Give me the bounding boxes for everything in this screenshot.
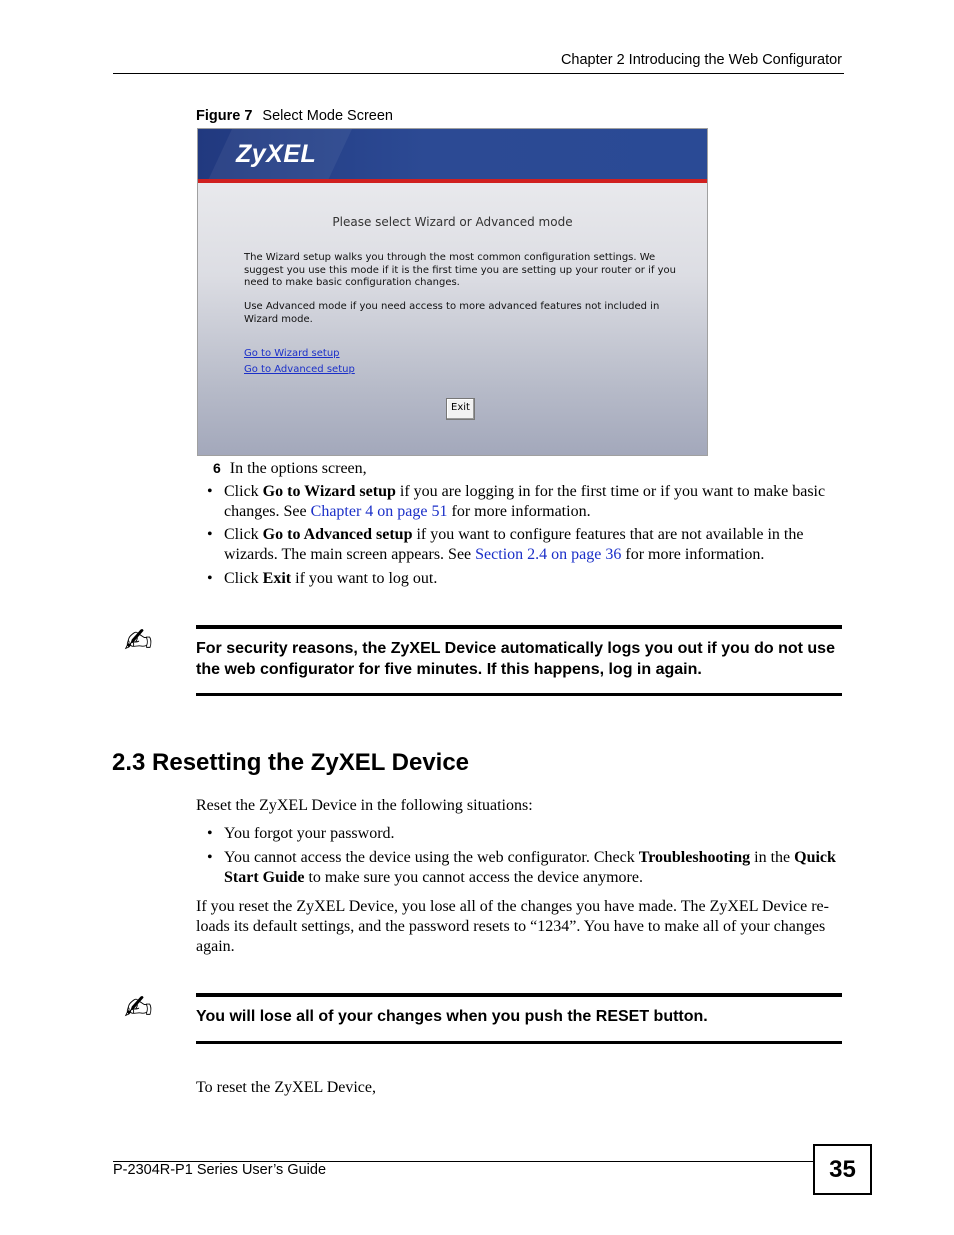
section-intro: Reset the ZyXEL Device in the following situations: bbox=[196, 797, 533, 814]
bullet-bold: Exit bbox=[262, 570, 292, 587]
go-to-advanced-setup-link[interactable]: Go to Advanced setup bbox=[244, 364, 355, 375]
note-pen-icon: ✍ bbox=[124, 988, 153, 1028]
bullet-text: to make sure you cannot access the device anymore. bbox=[304, 869, 643, 886]
note-bottom-rule bbox=[196, 1041, 842, 1044]
step-text: In the options screen, bbox=[229, 460, 367, 477]
reset-paragraph: If you reset the ZyXEL Device, you lose all of the changes you have made. The ZyXEL Device re-loads its default settings, and the password resets to “1234”. You have to make all of your changes again. bbox=[196, 898, 829, 955]
bullet-text: for more information. bbox=[621, 546, 765, 563]
bullet-marker: • bbox=[207, 526, 213, 543]
banner-red-line bbox=[198, 179, 707, 183]
security-note: For security reasons, the ZyXEL Device automatically logs you out if you do not use the web configurator for five minutes. If this happens, log in again. bbox=[196, 640, 835, 678]
go-to-wizard-setup-link[interactable]: Go to Wizard setup bbox=[244, 348, 340, 359]
bullet-text: Click bbox=[224, 570, 263, 587]
reset-instruction: To reset the ZyXEL Device, bbox=[196, 1079, 376, 1096]
figure-caption bbox=[196, 108, 393, 124]
bullet-text: if you are logging in for the first time or if you want to make basic changes. See bbox=[224, 483, 826, 520]
bullet-marker: • bbox=[207, 570, 213, 587]
bullet-marker: • bbox=[207, 849, 213, 866]
bullet-bold: Go to Wizard setup bbox=[262, 483, 396, 500]
bullet-advanced bbox=[224, 525, 844, 565]
note-top-rule bbox=[196, 993, 842, 997]
note-pen-icon: ✍ bbox=[124, 621, 153, 661]
footer-guide-title: P-2304R-P1 Series User’s Guide bbox=[113, 1162, 327, 1178]
figure-caption-text: Select Mode Screen bbox=[262, 108, 393, 124]
bullet-text: for more information. bbox=[447, 503, 591, 520]
bullet-text: if you want to log out. bbox=[291, 570, 438, 587]
note-bottom-rule bbox=[196, 693, 842, 696]
step-number: 6 bbox=[213, 460, 221, 476]
page-number: 35 bbox=[813, 1144, 872, 1195]
bullet-marker: • bbox=[207, 483, 213, 500]
wizard-description: The Wizard setup walks you through the most common configuration settings. We suggest you use this mode if it is the first time you are setting up your router or if you need to make basic configuration changes. bbox=[244, 252, 676, 288]
advanced-description: Use Advanced mode if you need access to more advanced features not included in Wizard mode. bbox=[244, 301, 660, 325]
bullet-bold: Go to Advanced setup bbox=[262, 526, 413, 543]
zyxel-banner bbox=[198, 129, 707, 179]
step-6 bbox=[213, 458, 367, 479]
bullet-bold: Quick Start Guide bbox=[224, 849, 836, 886]
note-top-rule bbox=[196, 625, 842, 629]
header-rule bbox=[113, 73, 844, 74]
bullet-text: in the bbox=[750, 849, 795, 866]
select-mode-screenshot bbox=[197, 128, 708, 456]
reset-note: You will lose all of your changes when you push the RESET button. bbox=[196, 1008, 708, 1025]
bullet-exit bbox=[224, 569, 844, 589]
bullet-bold: Troubleshooting bbox=[638, 849, 751, 866]
section-2-4-link[interactable]: Section 2.4 on page 36 bbox=[475, 546, 622, 563]
section-heading: 2.3 Resetting the ZyXEL Device bbox=[112, 749, 470, 776]
figure-label: Figure 7 bbox=[196, 108, 253, 124]
exit-button[interactable]: Exit bbox=[446, 398, 475, 420]
bullet-text: Click bbox=[224, 526, 263, 543]
bullet-text: if you want to configure features that are not available in the wizards. The main screen appears. See bbox=[224, 526, 804, 563]
bullet-cannot-access bbox=[224, 848, 836, 888]
bullet-forgot-password: You forgot your password. bbox=[224, 825, 395, 842]
bullet-marker: • bbox=[207, 825, 213, 842]
zyxel-logo: ZyXEL bbox=[236, 140, 317, 168]
bullet-text: You cannot access the device using the web configurator. Check bbox=[224, 849, 639, 866]
select-mode-title: Please select Wizard or Advanced mode bbox=[332, 215, 573, 229]
running-header: Chapter 2 Introducing the Web Configurator bbox=[560, 52, 842, 68]
bullet-text: Click bbox=[224, 483, 263, 500]
bullet-wizard bbox=[224, 482, 844, 522]
chapter-4-link[interactable]: Chapter 4 on page 51 bbox=[310, 503, 448, 520]
